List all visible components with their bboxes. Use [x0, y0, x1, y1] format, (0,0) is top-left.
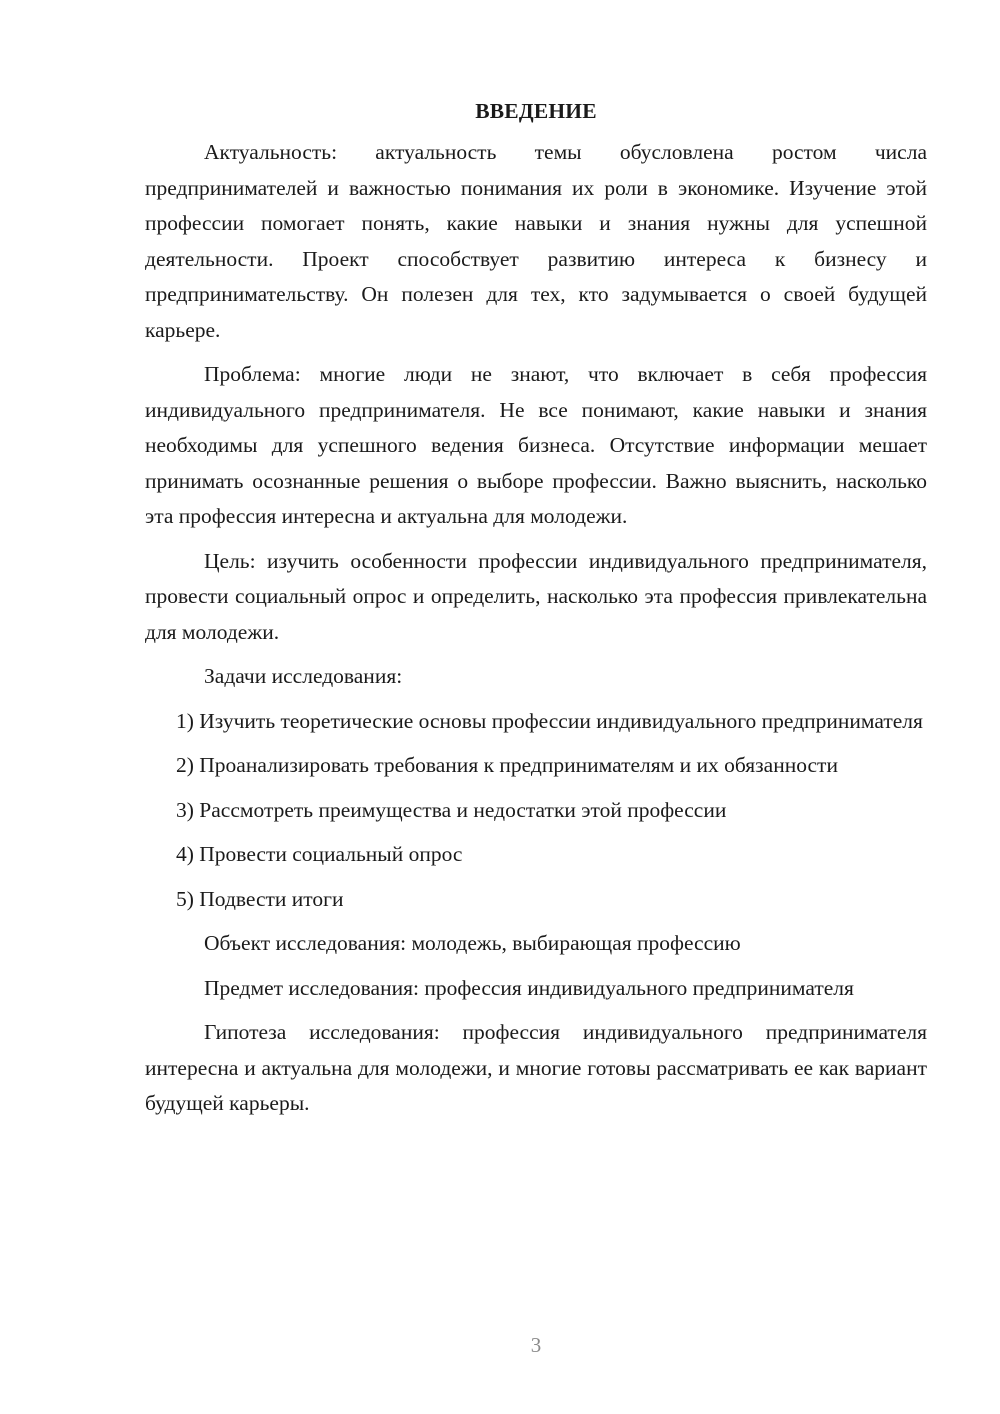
paragraph-problem: Проблема: многие люди не знают, что включает в себя профессия индивидуального предпринимателя. Не все понимают, какие навыки и знания необходимы для успешного ведения бизнеса. Отсутствие информации мешает принимать осознанные решения о выборе профессии. Важно выяснить, насколько эта профессия интересна и актуальна для молодежи. [145, 362, 927, 528]
document-title: ВВЕДЕНИЕ [475, 99, 597, 123]
paragraph-object: Объект исследования: молодежь, выбирающая профессию [204, 931, 741, 955]
task-item-1: 1) Изучить теоретические основы профессии индивидуального предпринимателя [176, 708, 923, 733]
task-item-3: 3) Рассмотреть преимущества и недостатки этой профессии [176, 797, 727, 822]
paragraph-relevance: Актуальность: актуальность темы обусловлена ростом числа предпринимателей и важностью понимания их роли в экономике. Изучение этой профессии помогает понять, какие навыки и знания нужны для успешной деятельности. Проект способствует развитию интереса к бизнесу и предпринимательству. Он полезен для тех, кто задумывается о своей будущей карьере. [145, 140, 927, 342]
page-number: 3 [530, 1333, 542, 1357]
document-page [145, 95, 927, 1122]
paragraph-goal: Цель: изучить особенности профессии индивидуального предпринимателя, провести социальный опрос и определить, насколько эта профессия привлекательна для молодежи. [145, 548, 927, 644]
task-item-5: 5) Подвести итоги [176, 886, 344, 911]
task-item-4: 4) Провести социальный опрос [176, 842, 463, 866]
task-item-2: 2) Проанализировать требования к предпринимателям и их обязанности [176, 753, 838, 777]
paragraph-hypothesis: Гипотеза исследования: профессия индивидуального предпринимателя интересна и актуальна для молодежи, и многие готовы рассматривать ее как вариант будущей карьеры. [145, 1020, 927, 1115]
tasks-heading: Задачи исследования: [204, 664, 403, 688]
paragraph-subject: Предмет исследования: профессия индивидуального предпринимателя [204, 975, 854, 1000]
